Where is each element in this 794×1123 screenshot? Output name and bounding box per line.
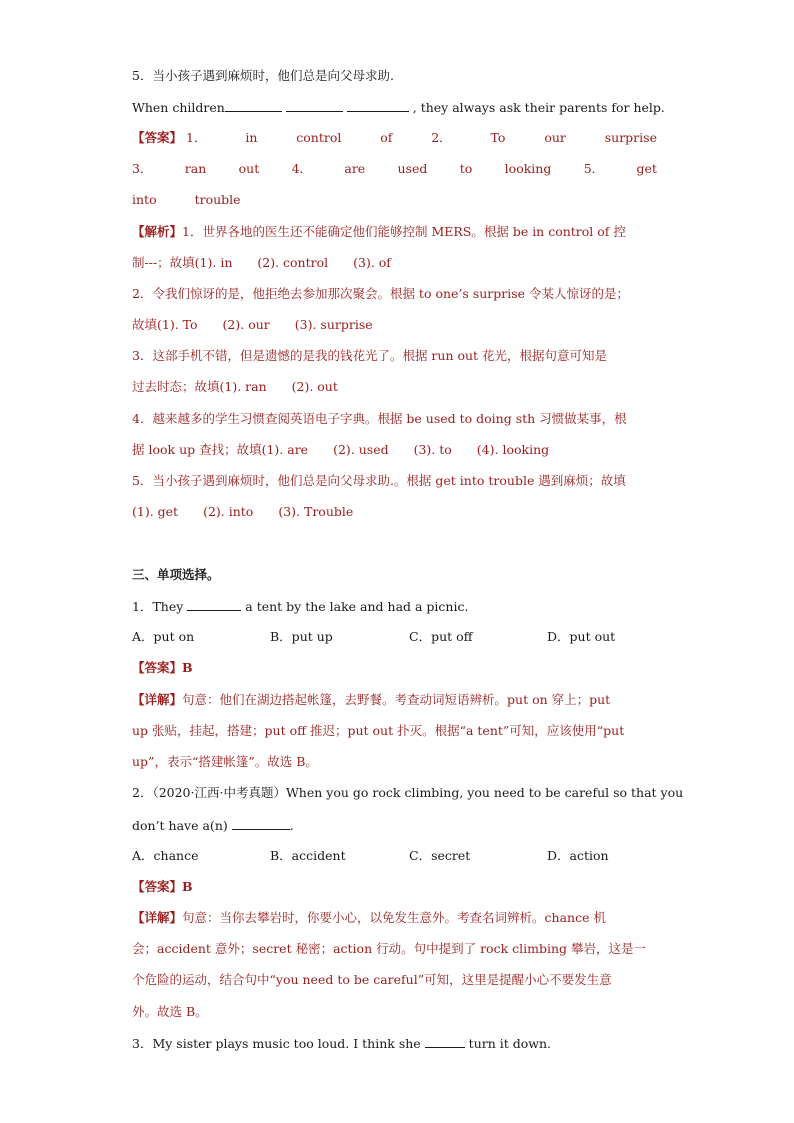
analysis-line-2: 制---；故填(1). in (2). control (3). of: [132, 255, 391, 270]
answer-token: 5．: [583, 161, 605, 176]
mc1-stem-start: 1．They: [132, 599, 184, 614]
mc1-stem-end: a tent by the lake and had a picnic.: [245, 599, 469, 614]
answer-label: 【答案】: [132, 130, 183, 145]
section-heading: 三、单项选择。: [132, 567, 220, 582]
mc1-stem: [132, 598, 468, 615]
analysis-line-7: 4．越来越多的学生习惯查阅英语电子字典。根据 be used to doing sth 习惯做某事，根: [132, 411, 627, 426]
answer-token: 1．: [186, 130, 207, 145]
mc1-detail-3: up”，表示“搭建帐篷”。故选 B。: [132, 754, 318, 769]
mc1-detail-2: up 张贴，挂起，搭建；put off 推迟；put out 扑灭。根据“a tent”可知，应该使用“put: [132, 723, 625, 738]
q5-en-end: , they always ask their parents for help.: [412, 100, 665, 115]
analysis-line-3: 2．令我们惊讶的是，他拒绝去参加那次聚会。根据 to one’s surprise 令某人惊讶的是；: [132, 286, 629, 301]
mc2-stem-start: don’t have a(n): [132, 818, 228, 833]
mc2-blank: [232, 817, 290, 830]
analysis-label: 【解析】: [132, 224, 183, 239]
mc1-option-a: A．put on: [132, 629, 195, 644]
mc2-detail-1: [132, 910, 606, 926]
q5-en-start: When children: [132, 100, 225, 115]
analysis-line-1: [132, 224, 626, 240]
q5-blank-2: [286, 99, 343, 112]
analysis-text: 1．世界各地的医生还不能确定他们能够控制 MERS。根据 be in control of 控: [182, 224, 626, 239]
answer-token: used: [397, 161, 428, 176]
mc1-option-c: C．put off: [409, 629, 473, 644]
mc3-stem-end: turn it down.: [468, 1036, 551, 1051]
answer-token: To: [490, 130, 506, 145]
mc2-detail-label: 【详解】: [132, 910, 183, 925]
mc2-answer: 【答案】B: [132, 879, 193, 894]
answer-row-1: [132, 130, 657, 146]
q5-english: [132, 99, 665, 116]
analysis-line-6: 过去时态；故填(1). ran (2). out: [132, 379, 338, 394]
q5-blank-1: [225, 99, 282, 112]
mc1-detail-1: [132, 692, 610, 708]
mc1-answer: 【答案】B: [132, 660, 193, 675]
mc2-detail-4: 外。故选 B。: [132, 1004, 208, 1019]
q5-blank-3: [347, 99, 409, 112]
answer-token: 2．: [431, 130, 452, 145]
answer-token: surprise: [604, 130, 657, 145]
q5-prompt: 5．当小孩子遇到麻烦时，他们总是向父母求助.: [132, 68, 394, 83]
mc1-detail-text: 句意：他们在湖边搭起帐篷，去野餐。考查动词短语辨析。put on 穿上；put: [182, 692, 611, 707]
mc2-detail-3: 个危险的运动，结合句中“you need to be careful”可知，这里是提醒小心不要发生意: [132, 972, 612, 987]
mc2-option-a: A．chance: [132, 848, 199, 863]
answer-token: are: [344, 161, 366, 176]
answer-token: 3．: [132, 161, 153, 176]
mc1-detail-label: 【详解】: [132, 692, 183, 707]
answer-token: trouble: [194, 192, 241, 207]
mc3-stem-start: 3．My sister plays music too loud. I think she: [132, 1036, 421, 1051]
mc2-option-d: D．action: [547, 848, 609, 863]
answer-token: control: [296, 130, 342, 145]
mc2-stem-1: 2．（2020·江西·中考真题）When you go rock climbing, you need to be careful so that you: [132, 785, 684, 800]
answer-row-3: [132, 192, 241, 208]
mc1-option-d: D．put out: [547, 629, 616, 644]
answer-token: out: [238, 161, 260, 176]
answer-token: looking: [504, 161, 552, 176]
analysis-line-9: 5．当小孩子遇到麻烦时，他们总是向父母求助.。根据 get into trouble 遇到麻烦；故填: [132, 473, 626, 488]
analysis-line-5: 3．这部手机不错，但是遗憾的是我的钱花光了。根据 run out 花光，根据句意可知是: [132, 348, 608, 363]
mc1-blank: [187, 598, 241, 611]
answer-token: to: [459, 161, 473, 176]
mc2-stem-end: .: [289, 818, 294, 833]
answer-token: 4．: [291, 161, 313, 176]
answer-token: ran: [184, 161, 207, 176]
answer-token: of: [380, 130, 393, 145]
mc2-option-b: B．accident: [270, 848, 346, 863]
answer-row-2: [132, 161, 657, 177]
mc2-detail-text: 句意：当你去攀岩时，你要小心，以免发生意外。考查名词辨析。chance 机: [182, 910, 606, 925]
analysis-line-10: (1). get (2). into (3). Trouble: [132, 504, 354, 519]
mc2-option-c: C．secret: [409, 848, 471, 863]
mc1-option-b: B．put up: [270, 629, 333, 644]
mc2-detail-2: 会；accident 意外；secret 秘密；action 行动。句中提到了 rock climbing 攀岩，这是一: [132, 941, 647, 956]
answer-token: in: [245, 130, 258, 145]
mc2-stem-2: [132, 817, 294, 834]
analysis-line-8: 据 look up 查找；故填(1). are (2). used (3). to (4). looking: [132, 442, 550, 457]
answer-token: our: [544, 130, 566, 145]
mc3-stem: [132, 1035, 551, 1052]
analysis-line-4: 故填(1). To (2). our (3). surprise: [132, 317, 373, 332]
mc3-blank: [425, 1035, 465, 1048]
answer-token: get: [636, 161, 657, 176]
answer-token: into: [132, 192, 157, 207]
